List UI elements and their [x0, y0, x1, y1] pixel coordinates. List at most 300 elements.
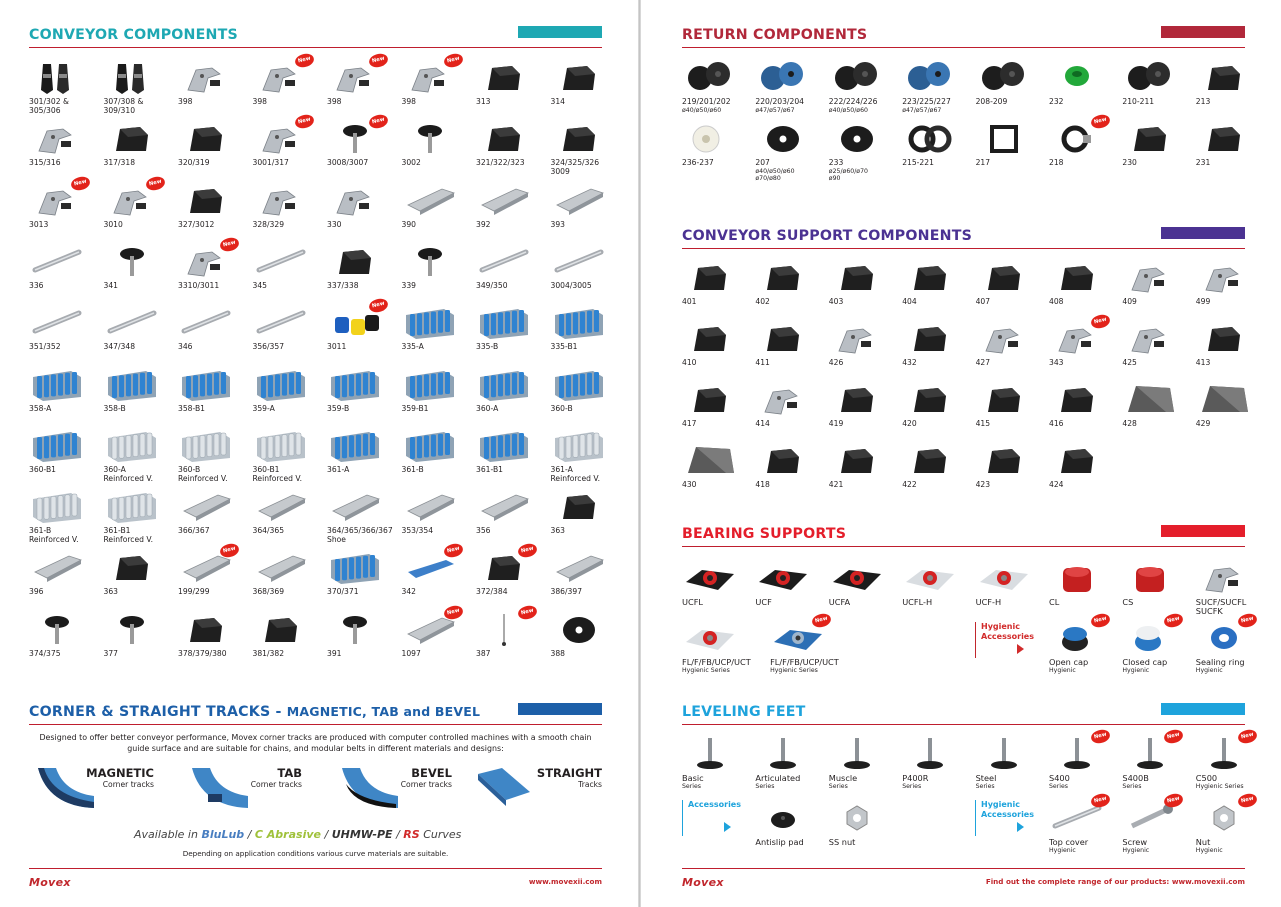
new-badge: New — [70, 174, 92, 191]
conveyor-item[interactable] — [29, 550, 103, 597]
blue-roller-icon — [551, 305, 609, 341]
product-label: 381/382 — [252, 648, 285, 658]
product-label: Antislip pad — [755, 837, 804, 847]
return-item[interactable] — [1049, 60, 1123, 107]
bearing-item[interactable] — [682, 620, 756, 674]
return-item[interactable] — [1122, 60, 1196, 107]
grey-clip-icon — [29, 60, 87, 96]
black-part-icon — [755, 260, 813, 296]
product-label: 327/3012 — [178, 219, 215, 229]
conveyor-item[interactable] — [178, 489, 252, 536]
return-components-bar — [1161, 26, 1245, 38]
product-label: 345 — [252, 280, 267, 290]
support-item[interactable] — [902, 382, 976, 429]
product-label: Basic — [682, 773, 704, 783]
conveyor-item[interactable] — [178, 60, 252, 107]
product-label: 324/325/326 3009 — [550, 158, 600, 177]
product-label: 360-B1 Reinforced V. — [252, 464, 303, 483]
conveyor-item[interactable] — [551, 244, 625, 291]
product-sublabel: Hygienic Series — [1195, 782, 1244, 790]
blue-roller-icon — [476, 428, 534, 464]
product-sublabel: Hygienic — [1049, 846, 1076, 854]
track-sub: Corner tracks — [250, 780, 302, 789]
product-label: 219/201/202 — [682, 97, 731, 106]
new-badge: New — [1237, 612, 1259, 629]
nut-icon — [1196, 795, 1255, 836]
conveyor-item[interactable] — [178, 545, 252, 597]
conveyor-item[interactable] — [551, 60, 625, 107]
leveling-item[interactable] — [1122, 795, 1196, 854]
bearing-item[interactable] — [1049, 615, 1123, 674]
bearing-supports-header — [682, 525, 1245, 547]
conveyor-item[interactable] — [29, 60, 103, 116]
available-prefix: Available in — [134, 828, 198, 841]
black-part-icon — [1049, 382, 1107, 418]
track-name: BEVEL — [411, 766, 452, 780]
conveyor-item[interactable] — [29, 489, 103, 545]
conveyor-item[interactable] — [104, 612, 178, 659]
conveyor-item[interactable] — [551, 183, 625, 230]
product-label: 359-B1 — [401, 403, 429, 413]
bearing-black-icon — [829, 560, 887, 596]
material-separator: / — [247, 828, 252, 841]
material-abrasive: C Abrasive — [254, 828, 321, 841]
conveyor-item[interactable] — [253, 183, 327, 230]
support-item[interactable] — [755, 382, 829, 429]
new-badge: New — [293, 113, 315, 130]
conveyor-item[interactable] — [178, 428, 252, 484]
conveyor-item[interactable] — [327, 244, 401, 291]
blue-roller-icon — [29, 428, 87, 464]
return-item[interactable] — [1196, 60, 1270, 107]
product-label: 499 — [1195, 297, 1211, 306]
product-label: 313 — [476, 97, 491, 106]
product-label: Nut — [1195, 837, 1211, 847]
product-label: 411 — [755, 358, 770, 367]
leveling-feet-bar — [1161, 703, 1245, 715]
bearing-item[interactable] — [755, 560, 829, 607]
conveyor-item[interactable] — [104, 244, 178, 291]
black-part-icon — [476, 60, 534, 96]
rail-icon — [327, 489, 385, 525]
support-item[interactable] — [1049, 443, 1123, 490]
conveyor-item[interactable] — [551, 550, 625, 597]
product-label: 361-B — [401, 464, 424, 474]
product-label: 370/371 — [327, 587, 359, 597]
conveyor-item[interactable] — [327, 550, 401, 597]
black-part-icon — [1122, 121, 1180, 157]
product-label: UCFA — [828, 597, 851, 607]
conveyor-item[interactable] — [402, 367, 476, 414]
bracket-icon — [327, 55, 386, 96]
leveling-item[interactable] — [755, 736, 829, 790]
conveyor-item[interactable] — [401, 545, 476, 597]
conveyor-item[interactable] — [29, 244, 103, 291]
return-item[interactable] — [976, 60, 1050, 107]
product-label: 428 — [1122, 419, 1137, 428]
bearing-item[interactable] — [770, 615, 844, 674]
return-item[interactable] — [1122, 121, 1196, 168]
conveyor-item[interactable] — [104, 489, 178, 545]
foot-icon — [976, 736, 1034, 772]
return-item[interactable] — [829, 121, 903, 183]
product-label: 233 — [828, 158, 844, 167]
conveyor-item[interactable] — [551, 367, 625, 414]
conveyor-item[interactable] — [327, 300, 401, 352]
leveling-item[interactable] — [829, 800, 903, 847]
black-part-icon — [755, 321, 813, 357]
return-item[interactable] — [829, 60, 903, 114]
support-item[interactable] — [682, 443, 756, 490]
support-item[interactable] — [976, 321, 1050, 368]
product-label: 213 — [1195, 97, 1211, 106]
conveyor-item[interactable] — [402, 305, 476, 352]
material-separator: / — [324, 828, 329, 841]
leveling-item[interactable] — [902, 736, 976, 790]
conveyor-item[interactable] — [476, 607, 550, 659]
return-item[interactable] — [1049, 116, 1123, 168]
conveyor-item[interactable] — [104, 367, 178, 414]
product-label: 392 — [476, 219, 491, 229]
conveyor-item[interactable] — [476, 367, 550, 414]
bearing-item[interactable] — [1196, 560, 1270, 616]
cap-blue-icon — [1049, 615, 1108, 656]
black-part-icon — [829, 382, 887, 418]
support-components-bar — [1161, 227, 1245, 239]
foot-icon — [1049, 731, 1108, 772]
bearing-black-icon — [755, 560, 813, 596]
return-item[interactable] — [976, 121, 1050, 168]
blue-roller-icon — [402, 305, 460, 341]
product-label: S400 — [1049, 773, 1070, 783]
leveling-item[interactable] — [829, 736, 903, 790]
conveyor-item[interactable] — [327, 367, 401, 414]
conveyor-item[interactable] — [476, 244, 550, 291]
return-item[interactable] — [755, 60, 829, 114]
product-label: 3011 — [327, 342, 347, 352]
leveling-item[interactable] — [1195, 795, 1270, 854]
bearing-item[interactable] — [1195, 615, 1270, 674]
support-item[interactable] — [902, 443, 976, 490]
product-label: SS nut — [828, 837, 856, 847]
support-item[interactable] — [976, 260, 1050, 307]
blue-roller-icon — [402, 428, 460, 464]
new-badge: New — [517, 604, 539, 621]
rail-icon — [476, 489, 534, 525]
rail-icon — [551, 550, 609, 586]
black-knob-icon — [104, 244, 162, 280]
black-part-icon — [902, 260, 960, 296]
conveyor-item[interactable] — [401, 55, 476, 107]
conveyor-item[interactable] — [253, 367, 327, 414]
black-part-icon — [253, 612, 311, 648]
product-label: 217 — [975, 158, 991, 167]
product-label: 222/224/226 — [828, 97, 878, 106]
product-label: 342 — [401, 587, 416, 597]
leveling-item[interactable] — [1122, 731, 1196, 790]
conveyor-item[interactable] — [253, 550, 327, 597]
conveyor-item[interactable] — [327, 183, 401, 230]
black-part-icon — [682, 382, 740, 418]
black-knob-icon — [402, 121, 460, 157]
conveyor-item[interactable] — [104, 121, 178, 168]
grey-roller-icon — [29, 489, 87, 525]
product-sublabel: Hygienic — [1195, 846, 1223, 854]
new-badge: New — [811, 612, 833, 629]
product-label: 361-A Reinforced V. — [550, 464, 601, 483]
conveyor-item[interactable] — [476, 60, 550, 107]
bevel-track-icon — [338, 766, 400, 810]
product-label: 321/322/323 — [476, 158, 525, 168]
bearing-item[interactable] — [1049, 560, 1123, 607]
conveyor-item[interactable] — [551, 612, 625, 659]
support-item[interactable] — [755, 321, 829, 368]
product-label: 413 — [1195, 358, 1211, 367]
conveyor-item[interactable] — [29, 305, 103, 352]
conveyor-item[interactable] — [327, 116, 401, 168]
conveyor-item[interactable] — [253, 244, 327, 291]
conveyor-item[interactable] — [178, 612, 252, 659]
product-label: 328/329 — [252, 219, 285, 229]
support-item[interactable] — [682, 382, 756, 429]
support-item[interactable] — [1049, 382, 1123, 429]
leveling-item[interactable] — [682, 736, 756, 790]
support-item[interactable] — [755, 260, 829, 307]
product-label: 407 — [975, 297, 991, 306]
black-knob-icon — [402, 244, 460, 280]
new-badge: New — [1237, 792, 1259, 809]
support-item[interactable] — [902, 260, 976, 307]
return-item[interactable] — [902, 121, 976, 168]
green-ring-icon — [1049, 60, 1107, 96]
black-part-icon — [178, 183, 236, 219]
rod-icon — [29, 305, 87, 341]
support-item[interactable] — [829, 321, 903, 368]
product-label: 346 — [178, 342, 193, 352]
conveyor-item[interactable] — [476, 428, 550, 475]
product-label: 317/318 — [103, 158, 136, 168]
bearing-item[interactable] — [682, 560, 756, 607]
conveyor-item[interactable] — [476, 183, 550, 230]
black-part-icon — [104, 550, 162, 586]
conveyor-item[interactable] — [104, 428, 178, 484]
bearing-item[interactable] — [1122, 560, 1196, 607]
conveyor-item[interactable] — [551, 489, 625, 536]
conveyor-item[interactable] — [253, 612, 327, 659]
footer-url[interactable]: www.movexii.com — [1171, 877, 1245, 886]
conveyor-item[interactable] — [252, 116, 327, 168]
product-label: 314 — [550, 97, 565, 106]
black-part-icon — [551, 121, 609, 157]
footer-url[interactable]: www.movexii.com — [528, 877, 602, 886]
conveyor-item[interactable] — [402, 183, 476, 230]
conveyor-item[interactable] — [178, 183, 252, 230]
support-item[interactable] — [976, 443, 1050, 490]
conveyor-item[interactable] — [104, 550, 178, 597]
support-item[interactable] — [1196, 382, 1270, 429]
product-label: 390 — [401, 219, 416, 229]
conveyor-item[interactable] — [178, 239, 252, 291]
support-item[interactable] — [682, 260, 756, 307]
product-label: CL — [1049, 597, 1060, 607]
product-sublabel: Hygienic Series — [770, 666, 818, 674]
support-item[interactable] — [902, 321, 976, 368]
return-item[interactable] — [902, 60, 976, 114]
rail-icon — [402, 489, 460, 525]
return-item[interactable] — [1196, 121, 1270, 168]
product-label: 401 — [682, 297, 697, 306]
support-item[interactable] — [829, 260, 903, 307]
support-item[interactable] — [1196, 321, 1270, 368]
conveyor-item[interactable] — [402, 428, 476, 475]
product-label: 372/384 — [476, 587, 508, 597]
conveyor-item[interactable] — [253, 489, 327, 536]
track-name: STRAIGHT — [536, 766, 602, 780]
conveyor-components-header — [29, 26, 602, 48]
arrow-right-icon — [1017, 822, 1024, 832]
black-part-icon — [902, 321, 960, 357]
support-item[interactable] — [1049, 260, 1123, 307]
conveyor-item[interactable] — [29, 612, 103, 659]
black-part-icon — [829, 260, 887, 296]
conveyor-item[interactable] — [252, 55, 327, 107]
product-label: 360-A Reinforced V. — [103, 464, 154, 483]
product-label: 3001/317 — [252, 158, 289, 168]
accessories-divider — [975, 622, 976, 658]
conveyor-item[interactable] — [178, 305, 252, 352]
conveyor-item[interactable] — [402, 489, 476, 536]
conveyor-item[interactable] — [327, 612, 401, 659]
material-separator: / — [396, 828, 400, 841]
conveyor-item[interactable] — [476, 305, 550, 352]
product-label: 353/354 — [401, 526, 434, 536]
product-label: 393 — [550, 219, 565, 229]
conveyor-item[interactable] — [29, 367, 103, 414]
blue-roller-icon — [253, 367, 311, 403]
conveyor-item[interactable] — [476, 545, 550, 597]
rail-icon — [402, 183, 460, 219]
black-part-icon — [551, 489, 609, 525]
return-item[interactable] — [682, 121, 756, 168]
conveyor-item[interactable] — [103, 178, 178, 230]
leveling-item[interactable] — [1195, 731, 1270, 790]
black-part-icon — [327, 244, 385, 280]
conveyor-item[interactable] — [178, 121, 252, 168]
bearing-blue-icon — [770, 615, 829, 656]
corner-tracks-title-sub: MAGNETIC, TAB and BEVEL — [286, 704, 481, 719]
conveyor-item[interactable] — [253, 305, 327, 352]
grey-roller-icon — [551, 428, 609, 464]
product-label: 339 — [401, 280, 416, 290]
bearing-item[interactable] — [902, 560, 976, 607]
track-name: MAGNETIC — [86, 766, 154, 780]
conveyor-item[interactable] — [29, 121, 103, 168]
conveyor-item[interactable] — [401, 607, 476, 659]
conveyor-item[interactable] — [551, 121, 625, 177]
rod-icon — [253, 244, 311, 280]
leveling-item[interactable] — [755, 800, 829, 847]
support-item[interactable] — [1122, 382, 1196, 429]
conveyor-item[interactable] — [402, 121, 476, 168]
return-item[interactable] — [755, 121, 829, 183]
conveyor-item[interactable] — [402, 244, 476, 291]
bearing-item[interactable] — [829, 560, 903, 607]
bracket-icon — [29, 178, 88, 219]
conveyor-item[interactable] — [253, 428, 327, 484]
rail-icon — [551, 183, 609, 219]
bearing-item[interactable] — [976, 560, 1050, 607]
support-item[interactable] — [1049, 316, 1123, 368]
leveling-item[interactable] — [1049, 795, 1123, 854]
product-label: 360-A — [476, 403, 499, 413]
product-label: Articulated — [755, 773, 801, 783]
support-item[interactable] — [755, 443, 829, 490]
conveyor-item[interactable] — [551, 305, 625, 352]
product-sublabel: ø47/ø57/ø67 — [902, 106, 942, 114]
product-label: 3013 — [29, 219, 49, 229]
rail-icon — [253, 489, 311, 525]
product-sublabel: Hygienic — [1122, 846, 1150, 854]
conveyor-item[interactable] — [327, 428, 401, 475]
conveyor-item[interactable] — [29, 178, 103, 230]
product-label: 335-B — [476, 342, 499, 352]
new-badge: New — [368, 113, 390, 130]
product-label: Sealing ring — [1195, 657, 1245, 667]
support-item[interactable] — [1122, 260, 1196, 307]
bracket-icon — [402, 55, 460, 96]
conveyor-item[interactable] — [551, 428, 625, 484]
support-item[interactable] — [1196, 260, 1270, 307]
screw-icon — [1122, 795, 1181, 836]
support-item[interactable] — [829, 382, 903, 429]
leveling-item[interactable] — [1049, 731, 1123, 790]
leveling-item[interactable] — [976, 736, 1050, 790]
black-part-icon — [902, 382, 960, 418]
conveyor-item[interactable] — [327, 55, 401, 107]
product-sublabel: Series — [755, 782, 775, 790]
ring-blue-icon — [1196, 615, 1255, 656]
accessories-label: Accessories — [688, 800, 741, 809]
conveyor-item[interactable] — [476, 121, 550, 168]
support-item[interactable] — [1122, 321, 1196, 368]
product-label: 377 — [103, 648, 118, 658]
bearing-item[interactable] — [1122, 615, 1196, 674]
rail-icon — [253, 550, 311, 586]
support-item[interactable] — [682, 321, 756, 368]
product-label: 414 — [755, 419, 770, 428]
conveyor-item[interactable] — [476, 489, 550, 536]
black-part-icon — [104, 121, 162, 157]
conveyor-item[interactable] — [29, 428, 103, 475]
support-item[interactable] — [976, 382, 1050, 429]
return-item[interactable] — [682, 60, 756, 114]
support-item[interactable] — [829, 443, 903, 490]
blue-roller2-icon — [755, 60, 813, 96]
conveyor-item[interactable] — [327, 489, 401, 545]
product-label: 402 — [755, 297, 770, 306]
conveyor-components-bar — [518, 26, 602, 38]
product-label: 421 — [828, 480, 844, 489]
product-sublabel: ø40/ø50/ø60 ø70/ø80 — [755, 167, 795, 183]
conveyor-item[interactable] — [178, 367, 252, 414]
product-label: CS — [1122, 597, 1134, 607]
product-label: 403 — [828, 297, 844, 306]
new-badge: New — [368, 52, 390, 69]
conveyor-item[interactable] — [104, 60, 178, 116]
black-part-icon — [476, 545, 535, 586]
product-label: 356 — [476, 526, 491, 536]
conveyor-item[interactable] — [104, 305, 178, 352]
